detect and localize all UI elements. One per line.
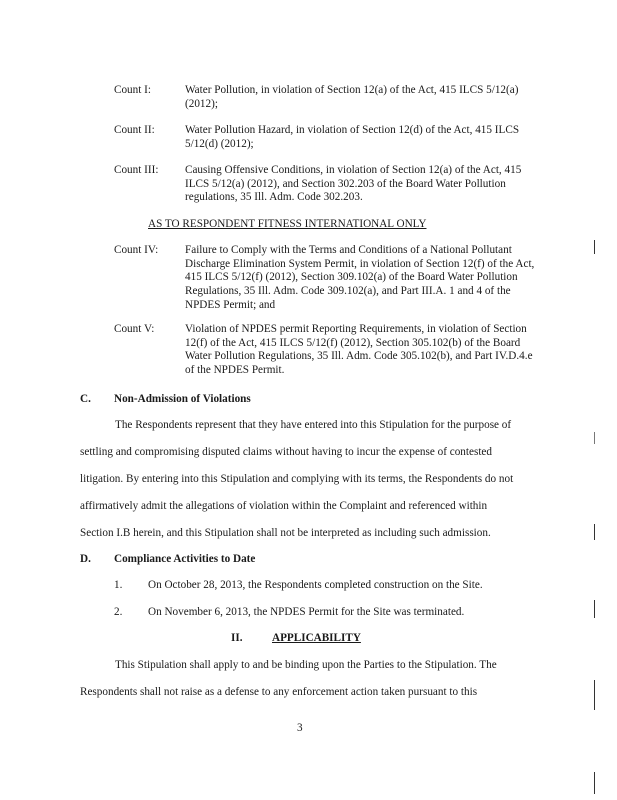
section-ii-numeral: II. — [231, 632, 243, 644]
count-2-text: Water Pollution Hazard, in violation of Section 12(d) of the Act, 415 ILCS 5/12(d) (2012); — [185, 124, 520, 150]
respondent-heading: AS TO RESPONDENT FITNESS INTERNATIONAL ONLY — [148, 218, 427, 230]
section-c-line-5: Section I.B herein, and this Stipulation shall not be interpreted as including such admission. — [80, 527, 491, 539]
section-ii-line-1: This Stipulation shall apply to and be binding upon the Parties to the Stipulation. The — [115, 659, 497, 671]
section-ii-title: APPLICABILITY — [272, 632, 361, 644]
compliance-item-2-text: On November 6, 2013, the NPDES Permit for the Site was terminated. — [148, 606, 465, 618]
margin-mark — [594, 680, 595, 710]
section-ii-line-2: Respondents shall not raise as a defense to any enforcement action taken pursuant to this — [80, 686, 478, 698]
section-d-letter: D. — [80, 553, 91, 565]
section-c-line-2: settling and compromising disputed claims without having to incur the expense of contested — [80, 446, 492, 458]
count-5-text: Violation of NPDES permit Reporting Requirements, in violation of Section 12(f) of the Act, 415 ILCS 5/12(f) (2012), Section 305.102(b) of the Board Water Pollution Regulations, 35 Ill. Adm. Code 305.102(b), and Part IV.D.4.e of the NPDES Permit. — [185, 323, 533, 376]
margin-mark — [594, 772, 595, 794]
section-c-line-3: litigation. By entering into this Stipulation and complying with its terms, the Respondents do not — [80, 473, 514, 485]
compliance-item-1-number: 1. — [114, 579, 123, 591]
margin-mark — [594, 240, 595, 254]
count-4-text: Failure to Comply with the Terms and Conditions of a National Pollutant Discharge Elimination System Permit, in violation of Section 12(f) of the Act, 415 ILCS 5/12(f) (2012), Section 309.102(a) of the Board Water Pollution Regulations, 35 Ill. Adm. Code 309.102(a), and Part III.A. 1 and 4 of the NPDES Permit; and — [185, 244, 535, 311]
count-4-label: Count IV: — [114, 244, 159, 256]
count-3-label: Count III: — [114, 164, 159, 176]
count-1-text: Water Pollution, in violation of Section 12(a) of the Act, 415 ILCS 5/12(a) (2012); — [185, 84, 519, 110]
page-number: 3 — [297, 722, 303, 734]
count-3-text: Causing Offensive Conditions, in violation of Section 12(a) of the Act, 415 ILCS 5/12(a) (2012), and Section 302.203 of the Board Water Pollution regulations, 35 Ill. Adm. Code 302.203. — [185, 164, 522, 204]
compliance-item-1-text: On October 28, 2013, the Respondents completed construction on the Site. — [148, 579, 483, 591]
section-c-title: Non-Admission of Violations — [114, 393, 251, 405]
count-1-label: Count I: — [114, 84, 151, 96]
margin-mark — [594, 600, 595, 618]
margin-mark — [594, 432, 595, 444]
section-c-letter: C. — [80, 393, 91, 405]
margin-mark — [594, 524, 595, 540]
section-d-title: Compliance Activities to Date — [114, 553, 256, 565]
compliance-item-2-number: 2. — [114, 606, 123, 618]
count-5-label: Count V: — [114, 323, 155, 335]
count-2-label: Count II: — [114, 124, 155, 136]
section-c-line-1: The Respondents represent that they have entered into this Stipulation for the purpose of — [115, 419, 512, 431]
section-c-line-4: affirmatively admit the allegations of violation within the Complaint and referenced within — [80, 500, 488, 512]
